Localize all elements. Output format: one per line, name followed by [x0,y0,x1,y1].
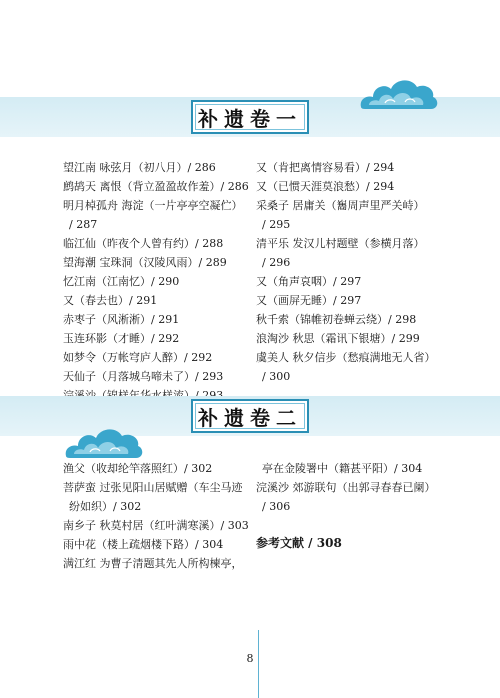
toc-entry[interactable]: 雨中花（楼上疏烟楼下路）/ 304 [63,538,224,551]
toc-entry[interactable]: 又（已惯天涯莫浪愁）/ 294 [256,180,395,193]
toc-entry[interactable]: 渔父（收却纶竿落照红）/ 302 [63,462,213,475]
toc-entry[interactable]: 浪淘沙 秋思（霜讯下银塘）/ 299 [256,332,420,345]
toc-entry[interactable]: 清平乐 发汉儿村题壁（参横月落） [256,237,425,250]
toc-entry-continuation: / 306 [262,500,291,513]
toc-entry[interactable]: 浣溪沙 郊游联句（出郭寻春春已阑） [256,481,436,494]
toc-entry[interactable]: 秋千索（锦帷初卷蝉云绕）/ 298 [256,313,417,326]
toc-entry[interactable]: 忆江南（江南忆）/ 290 [63,275,180,288]
section-banner-2 [0,396,500,436]
section-banner-1 [0,97,500,137]
toc-entry-continuation: / 295 [262,218,291,231]
section1-left-column [63,158,249,405]
toc-entry[interactable]: 满江红 为曹子清题其先人所构楝亭， [63,557,243,570]
toc-entry[interactable]: 菩萨蛮 过张见阳山居赋赠（车尘马迹 [63,481,243,494]
cloud-ornament-icon [355,71,441,117]
section2-left-column [63,459,249,573]
toc-entry-continuation: / 296 [262,256,291,269]
toc-entry[interactable]: 明月棹孤舟 海淀（一片亭亭空凝伫） [63,199,243,212]
toc-entry-continuation: 纷如织）/ 302 [69,500,142,513]
toc-entry[interactable]: 又（春去也）/ 291 [63,294,158,307]
toc-entry[interactable]: 赤枣子（风淅淅）/ 291 [63,313,180,326]
toc-entry-continuation: / 287 [69,218,98,231]
toc-entry[interactable]: 又（画屏无睡）/ 297 [256,294,362,307]
toc-entry[interactable]: 如梦令（万帐穹庐人醉）/ 292 [63,351,213,364]
toc-entry[interactable]: 鹧鸪天 离恨（背立盈盈故作羞）/ 286 [63,180,249,193]
toc-entry[interactable]: 玉连环影（才睡）/ 292 [63,332,180,345]
toc-entry-continuation: 亭在金陵署中（籍甚平阳）/ 304 [262,462,423,475]
toc-entry[interactable]: 天仙子（月落城乌啼未了）/ 293 [63,370,224,383]
section1-right-column [256,158,436,386]
toc-entry[interactable]: 虞美人 秋夕信步（愁痕满地无人省） [256,351,436,364]
toc-entry[interactable]: 望海潮 宝珠洞（汉陵风雨）/ 289 [63,256,227,269]
page-number: 8 [246,652,254,665]
section-title-1: 补遗卷一 [191,100,309,134]
toc-entry[interactable]: 望江南 咏弦月（初八月）/ 286 [63,161,216,174]
toc-entry[interactable]: 采桑子 居庸关（雟周声里严关峙） [256,199,425,212]
toc-entry-references[interactable]: 参考文献 / 308 [256,536,342,550]
toc-entry-continuation: / 300 [262,370,291,383]
toc-entry[interactable]: 南乡子 秋莫村居（红叶满寒溪）/ 303 [63,519,249,532]
toc-entry[interactable]: 又（角声哀咽）/ 297 [256,275,362,288]
toc-entry[interactable]: 又（肯把离情容易看）/ 294 [256,161,395,174]
section-title-2: 补遗卷二 [191,399,309,433]
section2-right-column [256,459,436,553]
toc-entry[interactable]: 临江仙（昨夜个人曾有约）/ 288 [63,237,224,250]
